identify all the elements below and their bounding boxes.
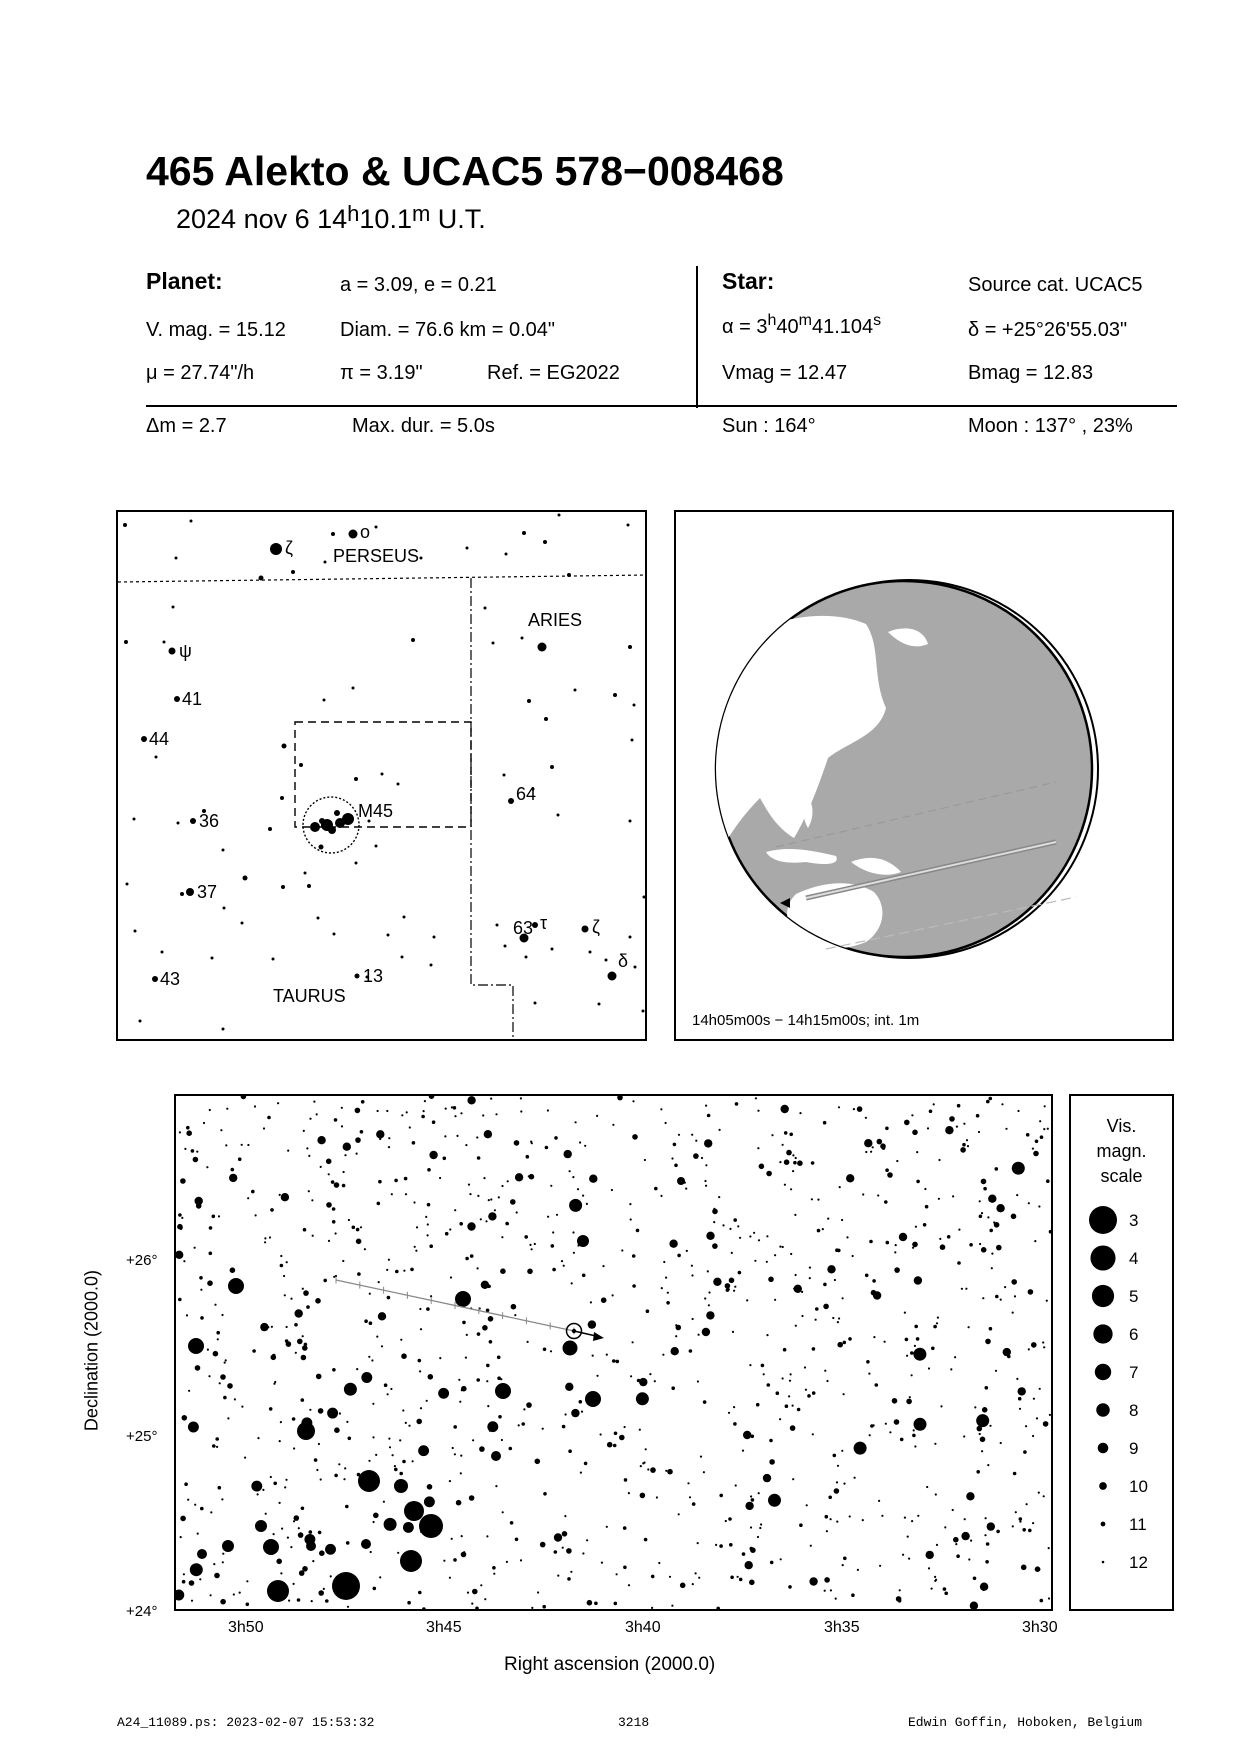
- planet-motion: μ = 27.74"/h: [146, 362, 255, 384]
- field-stars: [176, 1096, 1051, 1609]
- xtick-3h50: 3h50: [228, 1619, 264, 1636]
- table-divider-vertical: [696, 266, 698, 408]
- legend-dot-mag-12: [1102, 1561, 1105, 1564]
- star-label-13: 13: [363, 966, 384, 986]
- legend-dot-mag-4: [1090, 1245, 1115, 1270]
- star-source-catalog: Source cat. UCAC5: [968, 274, 1143, 296]
- star-bmag: Bmag = 12.83: [968, 362, 1094, 384]
- star-declination: δ = +25°26'55.03": [968, 319, 1128, 341]
- planet-reference: Ref. = EG2022: [487, 362, 620, 384]
- star-label-omicron-per: o: [360, 522, 371, 542]
- star-label-psi-per: ψ: [179, 641, 192, 661]
- planet-heading: Planet:: [146, 268, 223, 294]
- planet-parallax: π = 3.19": [340, 362, 423, 384]
- legend-dot-mag-8: [1096, 1403, 1110, 1417]
- star-vmag: Vmag = 12.47: [722, 362, 848, 384]
- legend-title: Vis. magn. scale: [1096, 1116, 1147, 1186]
- star-label-37: 37: [197, 882, 218, 902]
- star-label-43: 43: [160, 969, 181, 989]
- boundary-perseus: [118, 575, 645, 582]
- x-axis-label: Right ascension (2000.0): [504, 1654, 716, 1675]
- xtick-3h30: 3h30: [1022, 1619, 1058, 1636]
- star-label-zeta-ari: ζ: [592, 917, 600, 937]
- star-label-tau: τ: [540, 913, 548, 933]
- table-divider-horizontal: [146, 405, 1177, 407]
- star-label-delta-ari: δ: [618, 951, 629, 971]
- legend-label-mag-4: 4: [1129, 1249, 1139, 1268]
- star-heading: Star:: [722, 268, 775, 294]
- planet-diameter: Diam. = 76.6 km = 0.04": [340, 319, 555, 341]
- ytick-26: +26°: [126, 1252, 158, 1269]
- legend-label-mag-12: 12: [1129, 1553, 1148, 1572]
- max-duration: Max. dur. = 5.0s: [352, 415, 495, 437]
- planet-vmag: V. mag. = 15.12: [146, 319, 286, 341]
- constellation-label-perseus: PERSEUS: [333, 546, 420, 566]
- star-label-41: 41: [182, 689, 203, 709]
- event-datetime: 2024 nov 6 14$^h$10.1$^m$ U.T.: [176, 201, 486, 234]
- y-axis-label: Declination (2000.0): [81, 1269, 102, 1432]
- legend-label-mag-11: 11: [1129, 1515, 1147, 1534]
- legend-dot-mag-9: [1098, 1443, 1109, 1454]
- footer-author: Edwin Goffin, Hoboken, Belgium: [908, 1715, 1143, 1730]
- legend-label-mag-7: 7: [1129, 1363, 1139, 1382]
- legend-label-mag-6: 6: [1129, 1325, 1139, 1344]
- legend-dot-mag-7: [1095, 1364, 1111, 1380]
- xtick-3h45: 3h45: [426, 1619, 462, 1636]
- legend-dot-mag-6: [1093, 1324, 1112, 1343]
- footer-file: A24_11089.ps: 2023-02-07 15:53:32: [117, 1715, 375, 1730]
- cluster-label-m45: M45: [358, 801, 394, 821]
- legend-dot-mag-5: [1092, 1285, 1114, 1307]
- pleiades-stars: [310, 810, 354, 850]
- planet-orbit: a = 3.09, e = 0.21: [340, 274, 497, 296]
- legend-dot-mag-11: [1101, 1522, 1106, 1527]
- globe-time-caption: 14h05m00s − 14h15m00s; int. 1m: [692, 1012, 920, 1029]
- magnitude-legend: [1069, 1094, 1174, 1611]
- globe-panel: [674, 510, 1174, 1041]
- background-stars: [123, 514, 645, 1031]
- asteroid-track: [336, 1277, 604, 1356]
- ytick-25: +25°: [126, 1428, 158, 1445]
- star-label-64: 64: [516, 784, 537, 804]
- star-label-zeta-per: ζ: [285, 538, 293, 558]
- delta-magnitude: Δm = 2.7: [146, 415, 227, 437]
- legend-dot-mag-3: [1089, 1206, 1117, 1234]
- page-title: 465 Alekto & UCAC5 578−008468: [146, 148, 784, 194]
- finder-chart: [116, 510, 647, 1041]
- sun-elongation: Sun : 164°: [722, 415, 816, 437]
- constellation-label-aries: ARIES: [528, 610, 583, 630]
- moon-elongation: Moon : 137° , 23%: [968, 415, 1133, 437]
- xtick-3h35: 3h35: [824, 1619, 860, 1636]
- star-field-chart: [174, 1094, 1053, 1611]
- legend-label-mag-10: 10: [1129, 1477, 1148, 1496]
- legend-label-mag-3: 3: [1129, 1211, 1139, 1230]
- legend-label-mag-5: 5: [1129, 1287, 1139, 1306]
- constellation-label-taurus: TAURUS: [273, 986, 346, 1006]
- legend-label-mag-9: 9: [1129, 1439, 1139, 1458]
- ytick-24: +24°: [126, 1603, 158, 1620]
- star-label-44: 44: [149, 729, 170, 749]
- star-right-ascension: $\alpha = 3^h40^m41.104^s$: [722, 312, 882, 338]
- legend-dot-mag-10: [1099, 1482, 1107, 1490]
- legend-label-mag-8: 8: [1129, 1401, 1139, 1420]
- footer-page: 3218: [618, 1715, 650, 1730]
- star-label-63: 63: [513, 918, 534, 938]
- star-label-36: 36: [199, 811, 220, 831]
- boundary-aries-taurus: [471, 578, 513, 1039]
- xtick-3h40: 3h40: [625, 1619, 661, 1636]
